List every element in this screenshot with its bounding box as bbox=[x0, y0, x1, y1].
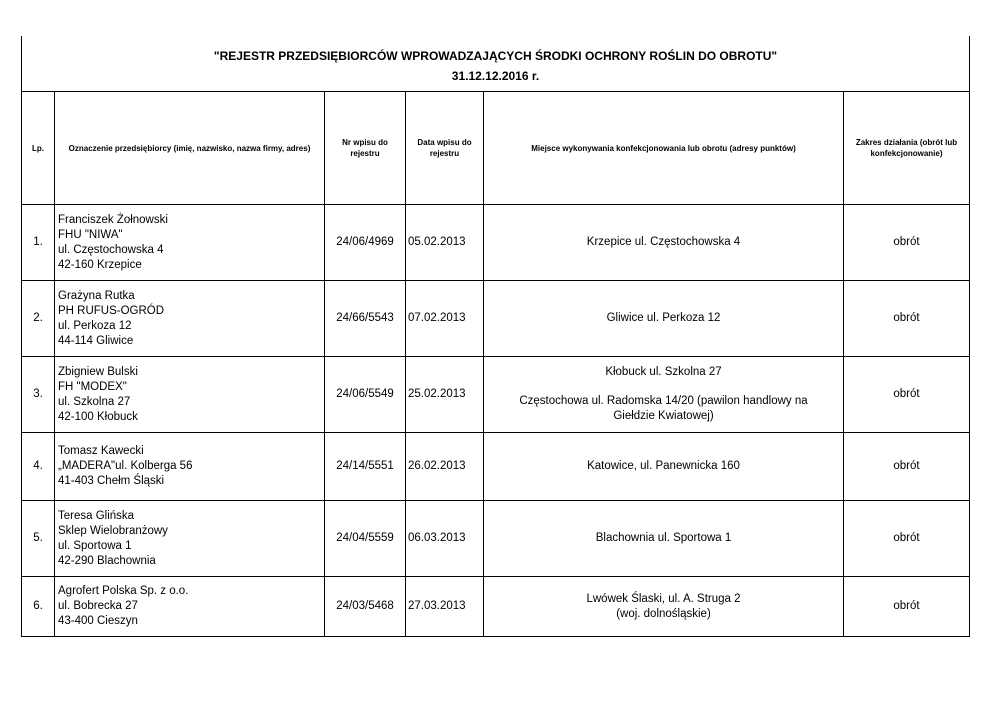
place-line: (woj. dolnośląskie) bbox=[616, 607, 711, 620]
place-line: Kłobuck ul. Szkolna 27 bbox=[605, 366, 722, 378]
entity-line: ul. Częstochowska 4 bbox=[58, 243, 164, 256]
table-row bbox=[22, 501, 970, 577]
row-number: 1. bbox=[22, 205, 55, 281]
table-row bbox=[22, 205, 970, 281]
row-number: 6. bbox=[22, 577, 55, 637]
header-nr: Nr wpisu do rejestru bbox=[325, 92, 406, 205]
scope-cell: obrót bbox=[844, 501, 970, 577]
entity-line: 42-160 Krzepice bbox=[58, 258, 142, 271]
place-cell bbox=[484, 357, 844, 433]
place-cell bbox=[484, 433, 844, 501]
place-line: Blachownia ul. Sportowa 1 bbox=[595, 532, 732, 544]
header-date: Data wpisu do rejestru bbox=[406, 92, 484, 205]
header-row bbox=[22, 92, 970, 205]
header-scope: Zakres działania (obrót lub konfekcjonowanie) bbox=[844, 92, 970, 205]
entity-cell bbox=[55, 433, 325, 501]
register-sheet bbox=[21, 36, 969, 637]
registry-number: 24/04/5559 bbox=[325, 501, 406, 577]
place-line: Giełdzie Kwiatowej) bbox=[613, 410, 714, 422]
entity-line: Agrofert Polska Sp. z o.o. bbox=[58, 585, 189, 597]
place-cell bbox=[484, 281, 844, 357]
place-cell bbox=[484, 205, 844, 281]
entity-cell bbox=[55, 357, 325, 433]
registry-date: 26.02.2013 bbox=[406, 433, 484, 501]
scope-cell: obrót bbox=[844, 205, 970, 281]
registry-number: 24/06/4969 bbox=[325, 205, 406, 281]
table-row bbox=[22, 281, 970, 357]
registry-number: 24/03/5468 bbox=[325, 577, 406, 637]
scope-cell: obrót bbox=[844, 357, 970, 433]
scope-cell: obrót bbox=[844, 433, 970, 501]
title-row bbox=[22, 36, 970, 92]
row-number: 3. bbox=[22, 357, 55, 433]
header-lp: Lp. bbox=[22, 92, 55, 205]
entity-line: FHU "NIWA" bbox=[58, 228, 123, 241]
table-row bbox=[22, 357, 970, 433]
entity-line: Grażyna Rutka bbox=[58, 289, 135, 302]
row-number: 4. bbox=[22, 433, 55, 501]
register-table bbox=[21, 36, 970, 637]
entity-line: Zbigniew Bulski bbox=[58, 365, 138, 378]
place-line: Katowice, ul. Panewnicka 160 bbox=[587, 460, 740, 472]
entity-line: Franciszek Żołnowski bbox=[58, 213, 168, 226]
header-place: Miejsce wykonywania konfekcjonowania lub obrotu (adresy punktów) bbox=[484, 92, 844, 205]
entity-line: 44-114 Gliwice bbox=[58, 334, 134, 347]
place-line: Gliwice ul. Perkoza 12 bbox=[606, 312, 721, 324]
place-cell bbox=[484, 577, 844, 637]
entity-line: 43-400 Cieszyn bbox=[58, 615, 138, 627]
entity-line: Tomasz Kawecki bbox=[58, 445, 144, 457]
entity-line: Sklep Wielobranżowy bbox=[58, 524, 168, 537]
entity-line: PH RUFUS-OGRÓD bbox=[58, 304, 165, 317]
header-entity: Oznaczenie przedsiębiorcy (imię, nazwisko, nazwa firmy, adres) bbox=[55, 92, 325, 205]
table-row bbox=[22, 577, 970, 637]
entity-cell bbox=[55, 577, 325, 637]
place-line: Lwówek Ślaski, ul. A. Struga 2 bbox=[586, 592, 741, 605]
registry-number: 24/66/5543 bbox=[325, 281, 406, 357]
entity-line: Teresa Glińska bbox=[58, 509, 135, 522]
place-cell bbox=[484, 501, 844, 577]
place-line: Krzepice ul. Częstochowska 4 bbox=[586, 236, 741, 248]
entity-cell bbox=[55, 281, 325, 357]
registry-number: 24/06/5549 bbox=[325, 357, 406, 433]
entity-line: 41-403 Chełm Śląski bbox=[58, 475, 165, 487]
entity-line: FH "MODEX" bbox=[58, 380, 127, 393]
register-title bbox=[22, 36, 970, 92]
registry-date: 07.02.2013 bbox=[406, 281, 484, 357]
register-rows bbox=[22, 205, 970, 637]
scope-cell: obrót bbox=[844, 577, 970, 637]
entity-line: ul. Sportowa 1 bbox=[58, 539, 132, 552]
title-line-2: 31.12.12.2016 r. bbox=[451, 68, 540, 83]
entity-cell bbox=[55, 205, 325, 281]
scope-cell: obrót bbox=[844, 281, 970, 357]
entity-line: ul. Bobrecka 27 bbox=[58, 600, 138, 612]
row-number: 5. bbox=[22, 501, 55, 577]
entity-line: ul. Szkolna 27 bbox=[58, 395, 131, 408]
title-line-1: "REJESTR PRZEDSIĘBIORCÓW WPROWADZAJĄCYCH ŚRODKI OCHRONY ROŚLIN DO OBROTU" bbox=[213, 48, 778, 63]
registry-number: 24/14/5551 bbox=[325, 433, 406, 501]
table-row bbox=[22, 433, 970, 501]
entity-line: 42-100 Kłobuck bbox=[58, 410, 138, 423]
registry-date: 05.02.2013 bbox=[406, 205, 484, 281]
registry-date: 27.03.2013 bbox=[406, 577, 484, 637]
entity-line: ul. Perkoza 12 bbox=[58, 319, 132, 332]
registry-date: 25.02.2013 bbox=[406, 357, 484, 433]
entity-line: „MADERA"ul. Kolberga 56 bbox=[58, 460, 193, 472]
entity-line: 42-290 Blachownia bbox=[58, 554, 156, 567]
registry-date: 06.03.2013 bbox=[406, 501, 484, 577]
row-number: 2. bbox=[22, 281, 55, 357]
place-line: Częstochowa ul. Radomska 14/20 (pawilon handlowy na bbox=[519, 395, 808, 407]
entity-cell bbox=[55, 501, 325, 577]
